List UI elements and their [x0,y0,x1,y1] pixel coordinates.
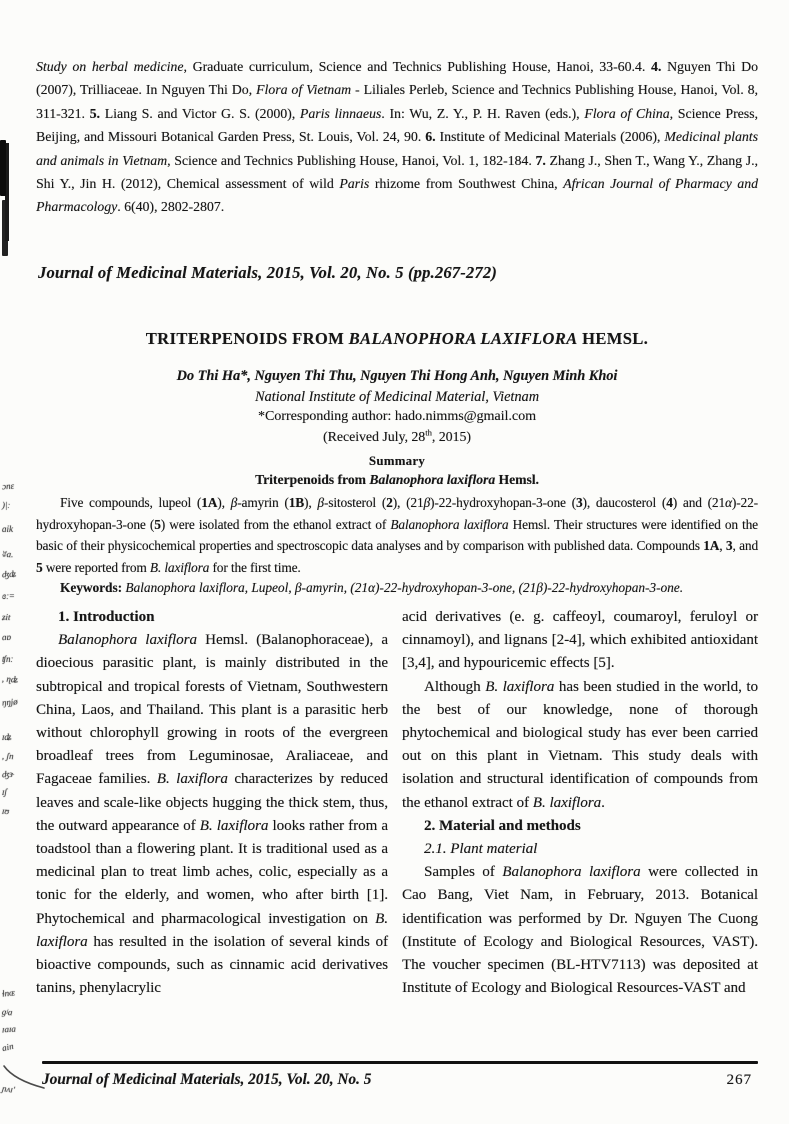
scan-bleed-mark: ʤɝ [1,768,15,780]
footer-rule [42,1061,758,1064]
scan-bleed-mark: , ɳʥ [1,673,19,685]
paragraph: Balanophora laxiflora Hemsl. (Balanophoraceae), a dioecious parasitic plant, is mainly distributed in the subtropical and tropical forests of Vietnam, Southwestern China, Laos, and Thailand. This plant is a parasitic herb without chlorophyll growing in roots of the evergreen broadleaf trees from Leguminosae, Araliaceae, and Fagaceae families. B. laxiflora characterizes by reduced leaves and scale-like objects hugging the thick stem, thus, the outward appearance of B. laxiflora looks rather from a toadstool than a flowering plant. It is traditional used as a medicinal plan to treat limb aches, colic, especially as a tonic for the elderly, and women, who after birth [1]. Phytochemical and pharmacological investigation on B. laxiflora has resulted in the isolation of several kinds of bioactive compounds, such as cinnamic acid derivatives tanins, phenylacrylic [36,632,388,997]
paragraph: Although B. laxiflora has been studied in the world, to the best of our knowledge, none of thorough phytochemical and biological study has ever been carried out on this plant in Vietnam. This study deals with isolation and structural identification of compounds from the ethanol extract of B. laxiflora. [402,678,759,811]
scan-bleed-mark: ʤʥ [1,568,17,580]
scan-bleed-mark: ɔnε [1,480,15,492]
two-column-body [36,606,758,1000]
footer-journal-title: Journal of Medicinal Materials, 2015, Vol. 20, No. 5 [42,1071,372,1088]
keywords-line: Keywords: Balanophora laxiflora, Lupeol, β-amyrin, (21α)-22-hydroxyhopan-3-one, (21β)-22-hydroxyhopan-3-one. [60,580,684,595]
paragraph: acid derivatives (e. g. caffeoyl, coumaroyl, feruloyl or cinnamoyl), and lignans [2-4], which exhibited antioxidant [3,4], and hypouricemic effects [5]. [402,609,758,672]
scan-bleed-mark: ɡʲa [1,1006,13,1018]
scan-bleed-mark: ɑik [2,524,13,534]
scan-bleed-mark: ʑit [1,611,11,623]
section-heading: 2. Material and methods [424,817,581,834]
authors-line: Do Thi Ha*, Nguyen Thi Thu, Nguyen Thi Hong Anh, Nguyen Minh Khoi [176,368,618,384]
scan-bleed-mark: ain [1,1040,15,1054]
scan-bleed-mark: ɪʊ [1,805,10,817]
scan-bleed-mark: ʧnː [2,654,14,664]
right-column [402,606,758,1000]
pen-stroke-artifact [0,1038,70,1098]
scan-bleed-mark: , ʃn [1,750,14,762]
scan-bleed-mark: ʬa. [1,548,14,560]
left-column [36,606,388,1000]
page-footer [42,1071,752,1089]
binding-mark-artifact [0,140,6,196]
scan-bleed-mark: ɬnɶ [1,987,16,999]
scan-bleed-mark: ɪaɪa [1,1023,17,1035]
references-paragraph: Study on herbal medicine, Graduate curriculum, Science and Technics Publishing House, Hanoi, 33-60.4. 4. Nguyen Thi Do (2007), Trilliaceae. In Nguyen Thi Do, Flora of Vietnam - Liliales Perleb, Science and Technics Publishing House, Hanoi, Vol. 8, 311-321. 5. Liang S. and Victor G. S. (2000), Paris linnaeus. In: Wu, Z. Y., P. H. Raven (eds.), Flora of China, Science Press, Beijing, and Missouri Botanical Garden Press, St. Louis, Vol. 24, 90. 6. Institute of Medicinal Materials (2006), Medicinal plants and animals in Vietnam, Science and Technics Publishing House, Hanoi, Vol. 1, 182-184. 7. Zhang J., Shen T., Wang Y., Zhang J., Shi Y., Jin H. (2012), Chemical assessment of wild Paris rhizome from Southwest China, African Journal of Pharmacy and Pharmacology. 6(40), 2802-2807. [36,59,759,215]
scan-bleed-mark: )|ː [1,499,11,511]
corresponding-author-line: *Corresponding author: hado.nimms@gmail.com [257,409,537,424]
scan-bleed-mark: ɲʌɪ' [1,1083,16,1095]
received-date-line: (Received July, 28th, 2015) [323,427,471,444]
summary-paragraph: Five compounds, lupeol (1A), β-amyrin (1B), β-sitosterol (2), (21β)-22-hydroxyhopan-3-one (3), daucosterol (4) and (21α)-22-hydroxyhopan-3-one (5) were isolated from the ethanol extract of Balanophora laxiflora Hemsl. Their structures were identified on the basic of their physicochemical properties and spectroscopic data analyses and by comparison with published data. Compounds 1A, 3, and 5 were reported from B. laxiflora for the first time. [36,495,758,575]
section-heading: 2.1. Plant material [424,841,538,858]
scan-bleed-mark: ɞː= [2,591,15,601]
summary-heading: Summary [368,454,426,468]
scan-bleed-mark: ɑɒ [1,631,12,643]
summary-title: Triterpenoids from Balanophora laxiflora Hemsl. [255,472,539,487]
scan-bleed-mark: ɪʥ [2,732,12,742]
article-title: TRITERPENOIDS FROM BALANOPHORA LAXIFLORA HEMSL. [145,329,649,348]
affiliation-line: National Institute of Medicinal Material, Vietnam [254,389,540,405]
scan-bleed-mark: ɪʃ [2,787,7,797]
paragraph: Samples of Balanophora laxiflora were collected in Cao Bang, Viet Nam, in February, 2013. Botanical identification was performed by Dr. Nguyen The Cuong (Institute of Ecology and Biological Resources, VAST). The voucher specimen (BL-HTV7113) was deposited at Institute of Ecology and Biological Resources-VAST and [402,864,758,997]
scan-bleed-mark: ŋŋjø [1,696,19,708]
section-heading: 1. Introduction [58,609,155,625]
page-number: 267 [726,1072,752,1088]
journal-citation-header: Journal of Medicinal Materials, 2015, Vol. 20, No. 5 (pp.267-272) [38,263,497,282]
